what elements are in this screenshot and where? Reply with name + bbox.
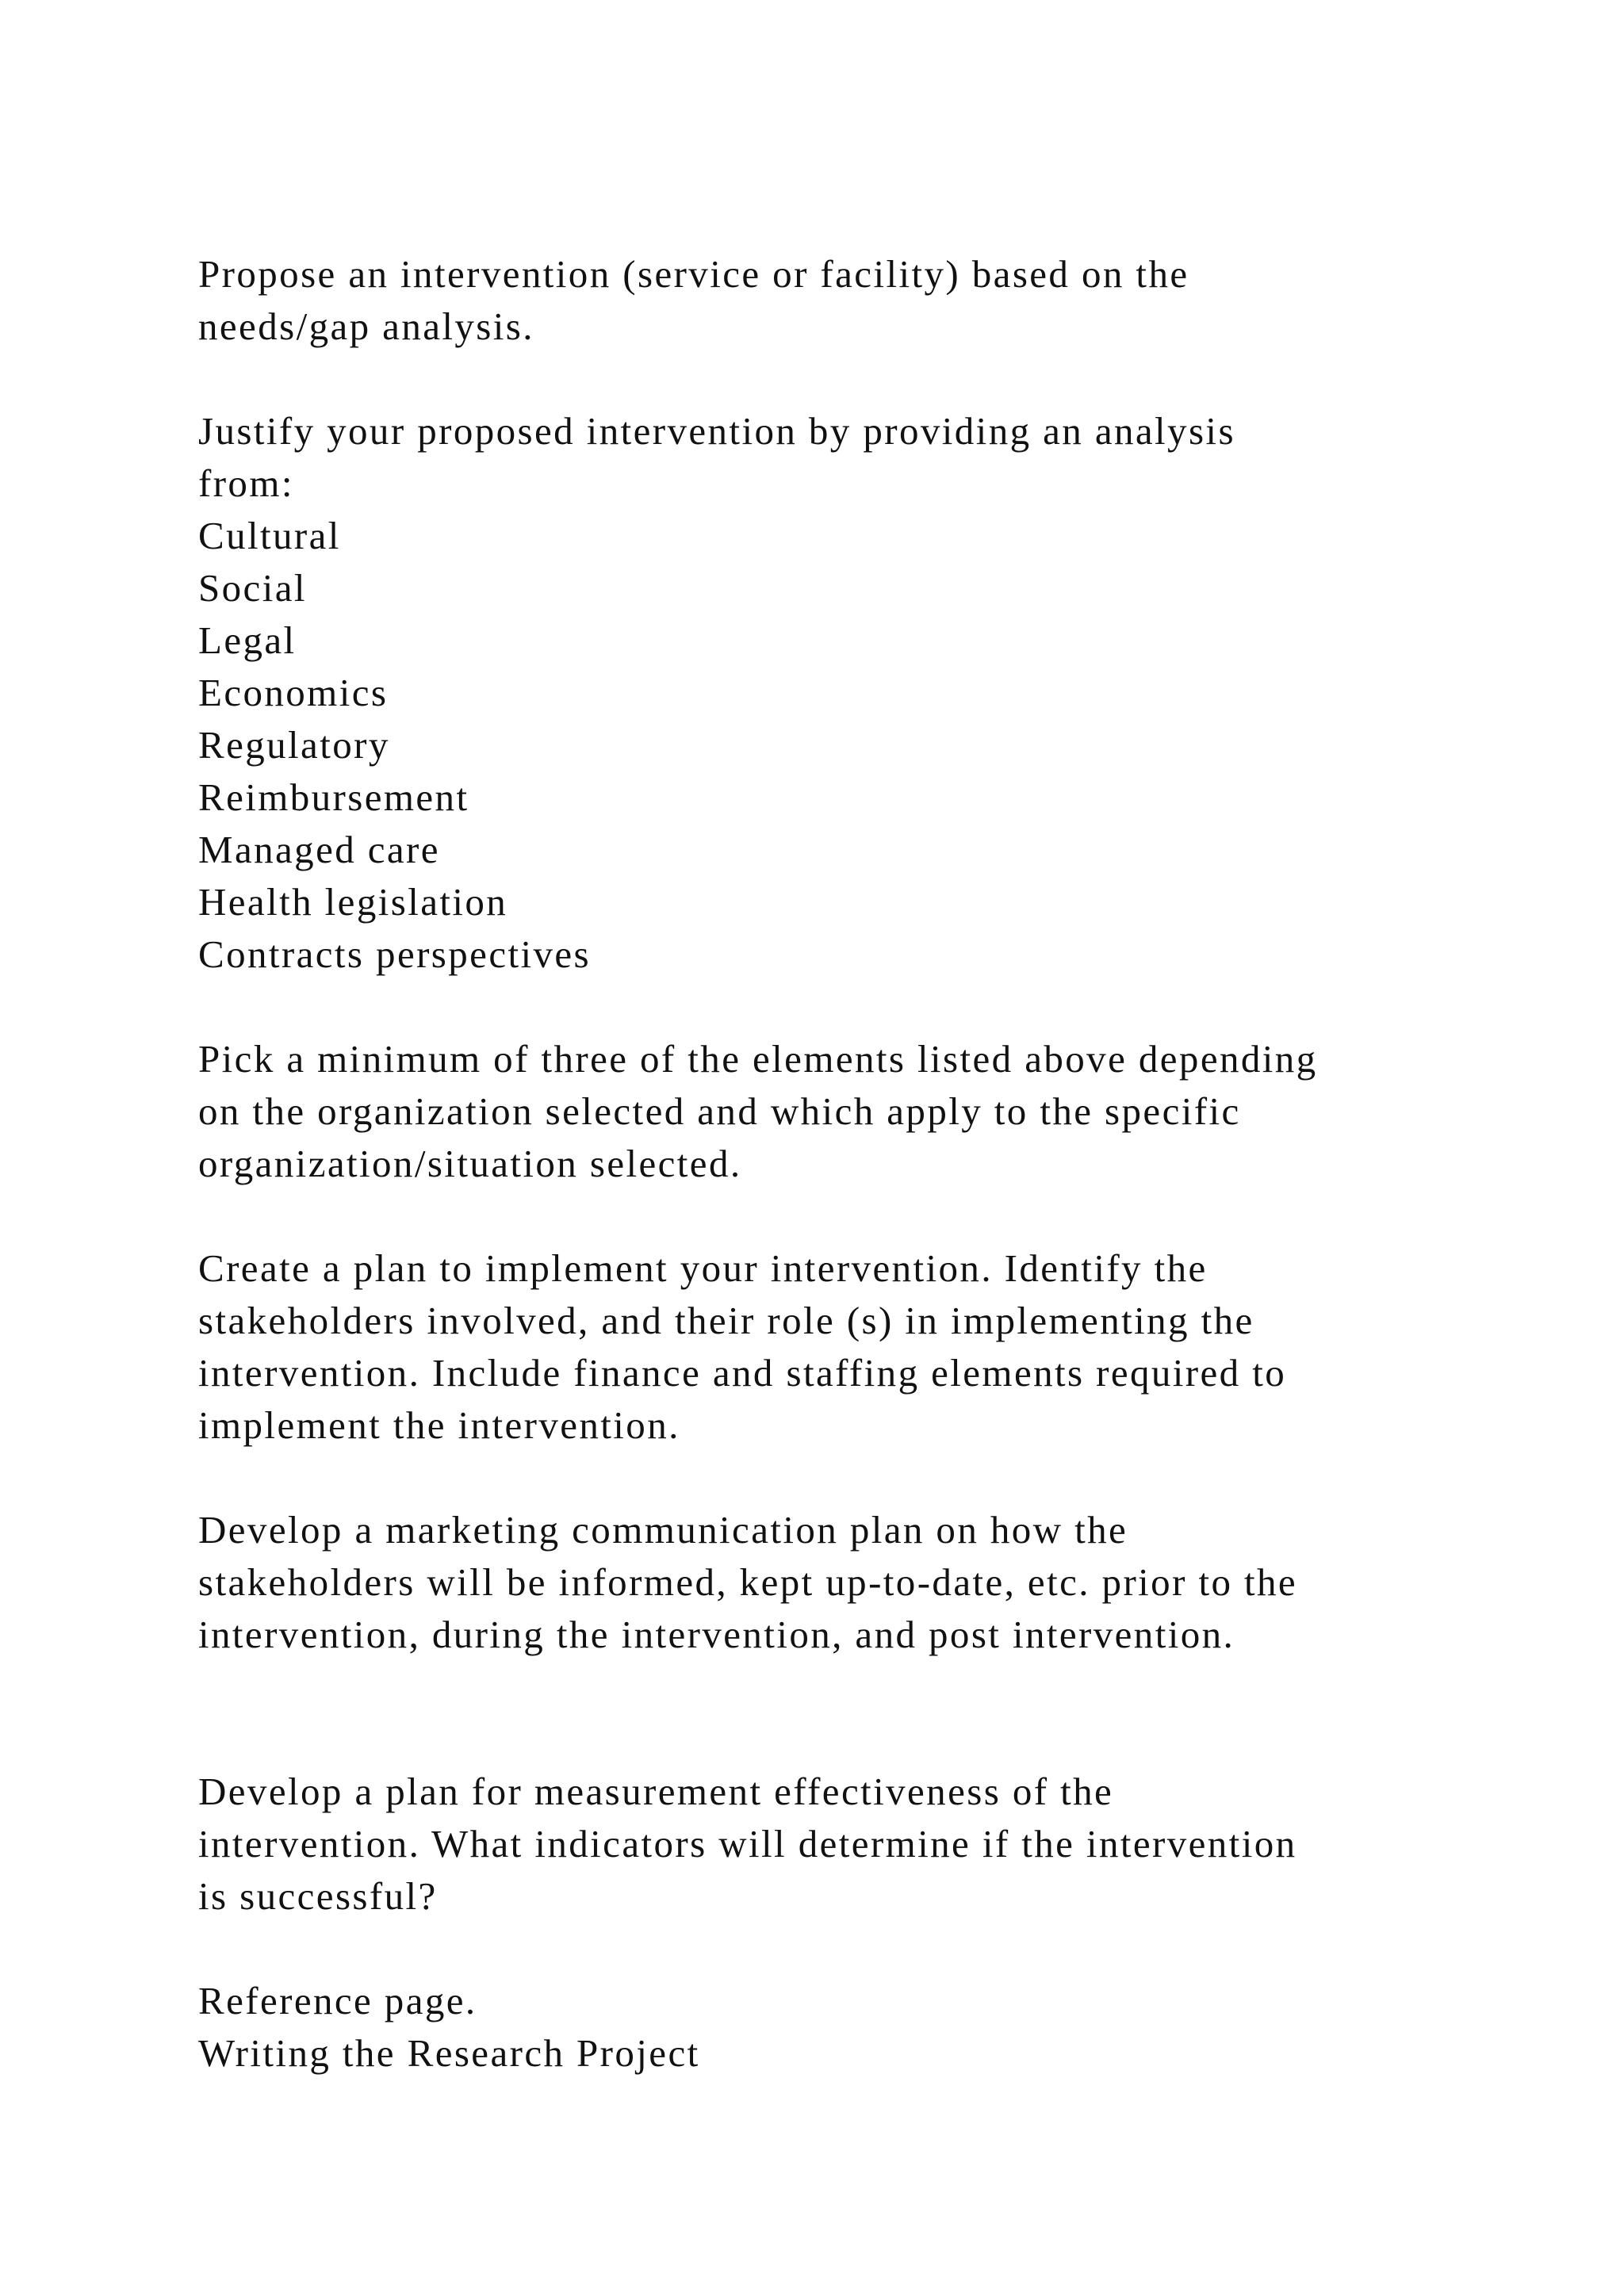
text-line: on the organization selected and which apply to the specific [198,1089,1241,1133]
text-line: implement the intervention. [198,1403,680,1447]
text-line: Create a plan to implement your intervention. Identify the [198,1246,1208,1290]
list-item: Managed care [198,828,440,871]
reference-heading: Reference page. [198,1979,477,2022]
list-item: Legal [198,618,297,662]
text-line: intervention. Include finance and staffing elements required to [198,1351,1287,1395]
list-item: Cultural [198,514,341,557]
blank-line [198,1452,1546,1504]
blank-line [198,1190,1546,1242]
document-body [198,248,1546,2080]
text-line: intervention. What indicators will determine if the intervention [198,1822,1297,1866]
text-line: Justify your proposed intervention by providing an analysis [198,409,1235,453]
list-item: Regulatory [198,723,390,767]
blank-line [198,981,1546,1033]
list-item: Economics [198,671,389,714]
blank-line [198,353,1546,405]
text-line: needs/gap analysis. [198,304,534,348]
reference-title: Writing the Research Project [198,2031,700,2075]
blank-line [198,1923,1546,1975]
text-line: Pick a minimum of three of the elements listed above depending [198,1037,1318,1081]
text-line: Develop a plan for measurement effectiveness of the [198,1770,1114,1813]
list-item: Reimbursement [198,775,469,819]
list-item: Social [198,566,307,610]
text-line: organization/situation selected. [198,1142,742,1185]
text-line: Propose an intervention (service or facility) based on the [198,252,1189,296]
list-item: Contracts perspectives [198,932,592,976]
text-line: stakeholders will be informed, kept up-to-date, etc. prior to the [198,1560,1298,1604]
blank-line [198,1713,1546,1766]
text-line: is successful? [198,1874,438,1918]
text-line: stakeholders involved, and their role (s) in implementing the [198,1299,1254,1342]
text-line: Develop a marketing communication plan on how the [198,1508,1128,1552]
blank-line [198,1661,1546,1713]
text-line: intervention, during the intervention, and post intervention. [198,1613,1235,1656]
list-item: Health legislation [198,880,508,924]
text-line: from: [198,461,294,505]
